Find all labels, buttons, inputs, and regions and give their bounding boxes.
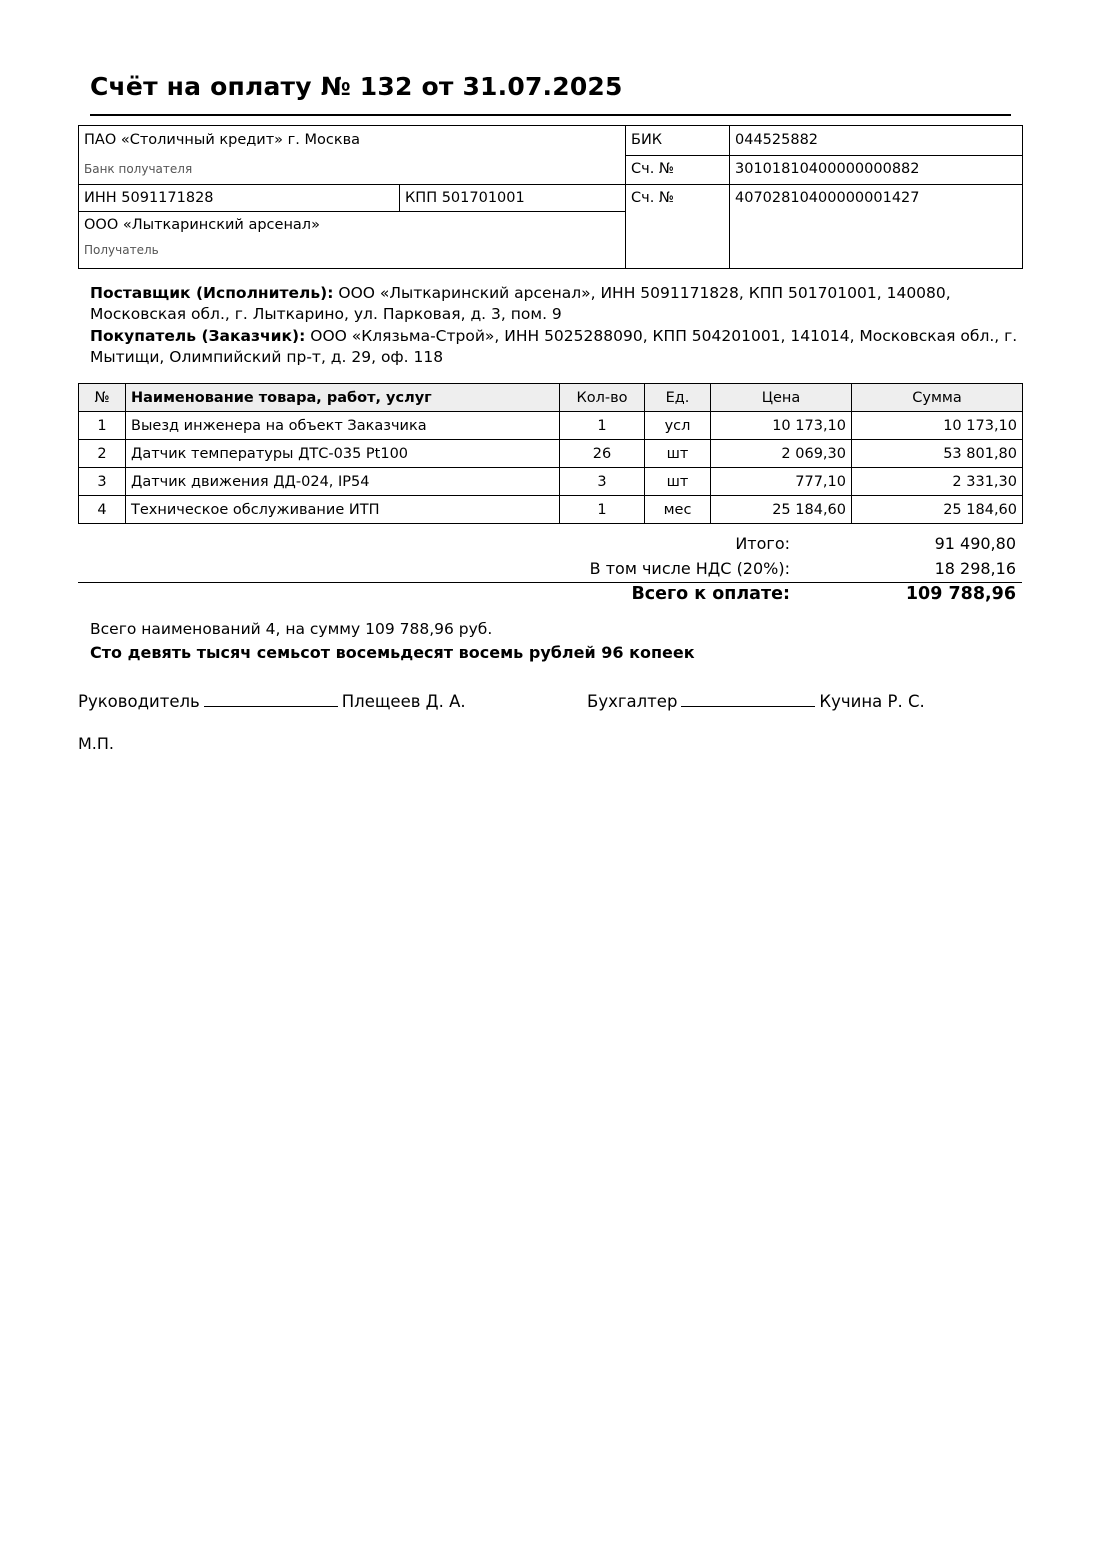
row-sum: 25 184,60 — [852, 496, 1023, 524]
bik-value: 044525882 — [730, 126, 1023, 156]
corr-account-value: 30101810400000000882 — [730, 156, 1023, 185]
row-number: 4 — [79, 496, 126, 524]
row-qty: 3 — [560, 468, 645, 496]
row-unit: мес — [645, 496, 711, 524]
bank-caption: Банк получателя — [79, 156, 626, 185]
stamp-placeholder: М.П. — [78, 734, 115, 753]
items-table — [78, 383, 1023, 524]
grand-total-label: Всего к оплате: — [631, 584, 790, 604]
accountant-signature-label: Бухгалтер — [587, 692, 678, 711]
buyer-details: ООО «Клязьма-Строй», ИНН 5025288090, КПП 504201001, 141014, Московская обл., г. Мытищи, Олимпийский пр-т, д. 29, оф. 118 — [90, 327, 1018, 366]
recipient-kpp: КПП 501701001 — [400, 185, 626, 212]
row-price: 25 184,60 — [711, 496, 852, 524]
head-signature-name: Плещеев Д. А. — [341, 692, 466, 711]
col-header-sum: Сумма — [852, 384, 1023, 412]
buyer-line — [90, 326, 1025, 368]
table-row — [79, 468, 1023, 496]
row-unit: шт — [645, 440, 711, 468]
row-sum: 2 331,30 — [852, 468, 1023, 496]
row-unit: шт — [645, 468, 711, 496]
table-row — [79, 496, 1023, 524]
row-name: Выезд инженера на объект Заказчика — [126, 412, 560, 440]
subtotal-value: 91 490,80 — [934, 534, 1016, 553]
accountant-signature-name: Кучина Р. С. — [819, 692, 925, 711]
row-qty: 1 — [560, 412, 645, 440]
grand-total-row — [78, 583, 1022, 608]
table-row — [79, 440, 1023, 468]
head-signature-label: Руководитель — [78, 692, 200, 711]
account-value: 40702810400000001427 — [730, 185, 1023, 269]
summary-block — [90, 619, 695, 663]
row-qty: 26 — [560, 440, 645, 468]
table-row — [79, 412, 1023, 440]
bank-details-table — [78, 125, 1023, 269]
row-number: 1 — [79, 412, 126, 440]
row-price: 10 173,10 — [711, 412, 852, 440]
amount-in-words: Сто девять тысяч семьсот восемьдесят восемь рублей 96 копеек — [90, 643, 695, 662]
row-number: 3 — [79, 468, 126, 496]
vat-row — [78, 556, 1022, 581]
col-header-qty: Кол-во — [560, 384, 645, 412]
head-signature-line — [204, 690, 338, 707]
row-unit: усл — [645, 412, 711, 440]
accountant-signature — [587, 690, 925, 711]
buyer-label: Покупатель (Заказчик): — [90, 327, 306, 345]
row-name: Датчик движения ДД-024, IP54 — [126, 468, 560, 496]
supplier-details: ООО «Лыткаринский арсенал», ИНН 5091171828, КПП 501701001, 140080, Московская обл., г. Лыткарино, ул. Парковая, д. 3, пом. 9 — [90, 284, 951, 323]
grand-total-value: 109 788,96 — [905, 584, 1016, 604]
supplier-line — [90, 283, 1025, 325]
bik-label: БИК — [626, 126, 730, 156]
subtotal-row — [78, 531, 1022, 556]
recipient-caption: Получатель — [79, 240, 626, 269]
row-price: 2 069,30 — [711, 440, 852, 468]
row-number: 2 — [79, 440, 126, 468]
vat-label: В том числе НДС (20%): — [589, 559, 790, 578]
row-sum: 10 173,10 — [852, 412, 1023, 440]
supplier-label: Поставщик (Исполнитель): — [90, 284, 334, 302]
subtotal-label: Итого: — [735, 534, 790, 553]
title-divider — [90, 114, 1011, 116]
recipient-inn: ИНН 5091171828 — [79, 185, 400, 212]
head-signature — [78, 690, 466, 711]
accountant-signature-line — [681, 690, 815, 707]
col-header-number: № — [79, 384, 126, 412]
row-price: 777,10 — [711, 468, 852, 496]
bank-name: ПАО «Столичный кредит» г. Москва — [79, 126, 626, 156]
row-name: Датчик температуры ДТС-035 Pt100 — [126, 440, 560, 468]
parties-block — [90, 283, 1025, 369]
col-header-unit: Ед. — [645, 384, 711, 412]
corr-account-label: Сч. № — [626, 156, 730, 185]
totals-block — [78, 531, 1022, 608]
vat-value: 18 298,16 — [934, 559, 1016, 578]
row-sum: 53 801,80 — [852, 440, 1023, 468]
col-header-name: Наименование товара, работ, услуг — [126, 384, 560, 412]
col-header-price: Цена — [711, 384, 852, 412]
invoice-title: Счёт на оплату № 132 от 31.07.2025 — [90, 72, 623, 101]
items-header-row — [79, 384, 1023, 412]
items-count-line: Всего наименований 4, на сумму 109 788,96 руб. — [90, 620, 493, 638]
row-qty: 1 — [560, 496, 645, 524]
row-name: Техническое обслуживание ИТП — [126, 496, 560, 524]
account-label: Сч. № — [626, 185, 730, 269]
recipient-name: ООО «Лыткаринский арсенал» — [79, 212, 626, 241]
